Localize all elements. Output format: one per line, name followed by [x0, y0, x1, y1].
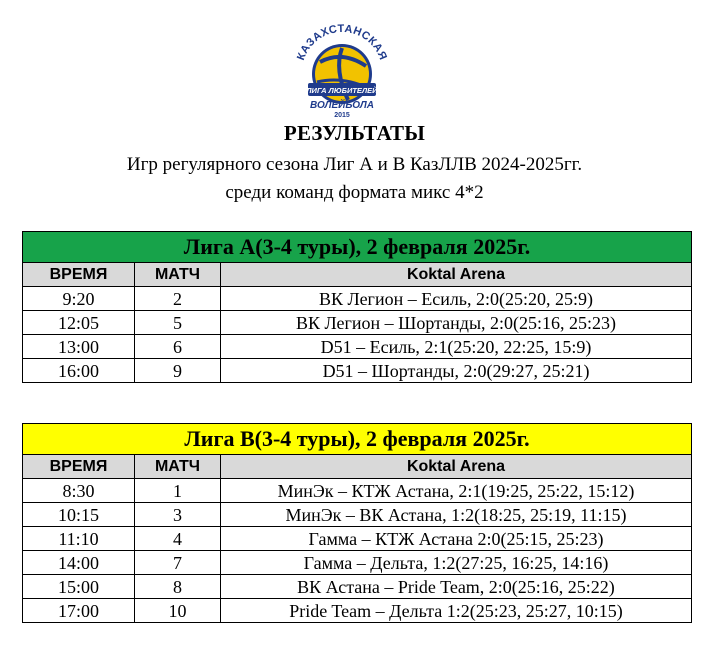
league-logo [284, 10, 400, 126]
time-cell: 15:00 [23, 575, 135, 599]
page-title: РЕЗУЛЬТАТЫ [283, 121, 426, 145]
result-cell: МинЭк – ВК Астана, 1:2(18:25, 25:19, 11:15) [221, 503, 692, 527]
result-cell: Pride Team – Дельта 1:2(25:23, 25:27, 10:15) [221, 599, 692, 623]
volleyball-logo-icon [284, 10, 400, 126]
time-cell: 9:20 [23, 287, 135, 311]
match-column-header: МАТЧ [135, 263, 221, 287]
venue-column-header: Koktal Arena [221, 455, 692, 479]
table-row [23, 479, 692, 503]
league-b-title: Лига В(3-4 туры), 2 февраля 2025г. [23, 424, 692, 455]
result-cell: ВК Легион – Есиль, 2:0(25:20, 25:9) [221, 287, 692, 311]
time-column-header: ВРЕМЯ [23, 455, 135, 479]
match-cell: 6 [135, 335, 221, 359]
result-cell: D51 – Шортанды, 2:0(29:27, 25:21) [221, 359, 692, 383]
league-a-table [22, 231, 692, 383]
league-a-header-row [23, 263, 692, 287]
logo-inner-text: ЛИГА ЛЮБИТЕЛЕЙ [306, 86, 378, 95]
time-cell: 13:00 [23, 335, 135, 359]
table-row [23, 311, 692, 335]
logo-arc-text: КАЗАХСТАНСКАЯ [295, 22, 389, 62]
time-cell: 16:00 [23, 359, 135, 383]
table-row [23, 527, 692, 551]
match-cell: 3 [135, 503, 221, 527]
page-subtitle-format: среди команд формата микс 4*2 [225, 182, 484, 203]
match-cell: 2 [135, 287, 221, 311]
match-cell: 5 [135, 311, 221, 335]
table-row [23, 503, 692, 527]
league-b-header-row [23, 455, 692, 479]
result-cell: МинЭк – КТЖ Астана, 2:1(19:25, 25:22, 15:12) [221, 479, 692, 503]
table-row [23, 551, 692, 575]
match-cell: 7 [135, 551, 221, 575]
match-cell: 9 [135, 359, 221, 383]
logo-bottom-text: ВОЛЕЙБОЛА [309, 100, 375, 111]
result-cell: ВК Астана – Pride Team, 2:0(25:16, 25:22) [221, 575, 692, 599]
result-cell: ВК Легион – Шортанды, 2:0(25:16, 25:23) [221, 311, 692, 335]
match-cell: 1 [135, 479, 221, 503]
league-b-table [22, 423, 692, 623]
result-cell: Гамма – Дельта, 1:2(27:25, 16:25, 14:16) [221, 551, 692, 575]
time-column-header: ВРЕМЯ [23, 263, 135, 287]
time-cell: 14:00 [23, 551, 135, 575]
match-cell: 8 [135, 575, 221, 599]
time-cell: 8:30 [23, 479, 135, 503]
match-cell: 4 [135, 527, 221, 551]
result-cell: Гамма – КТЖ Астана 2:0(25:15, 25:23) [221, 527, 692, 551]
time-cell: 17:00 [23, 599, 135, 623]
venue-column-header: Koktal Arena [221, 263, 692, 287]
page-subtitle: Игр регулярного сезона Лиг А и В КазЛЛВ 2024-2025гг. [126, 154, 583, 175]
table-row [23, 335, 692, 359]
league-a-title: Лига А(3-4 туры), 2 февраля 2025г. [23, 232, 692, 263]
time-cell: 11:10 [23, 527, 135, 551]
table-row [23, 287, 692, 311]
match-cell: 10 [135, 599, 221, 623]
time-cell: 12:05 [23, 311, 135, 335]
table-row [23, 599, 692, 623]
table-row [23, 359, 692, 383]
table-row [23, 575, 692, 599]
time-cell: 10:15 [23, 503, 135, 527]
logo-year: 2015 [334, 112, 350, 119]
result-cell: D51 – Есиль, 2:1(25:20, 22:25, 15:9) [221, 335, 692, 359]
match-column-header: МАТЧ [135, 455, 221, 479]
